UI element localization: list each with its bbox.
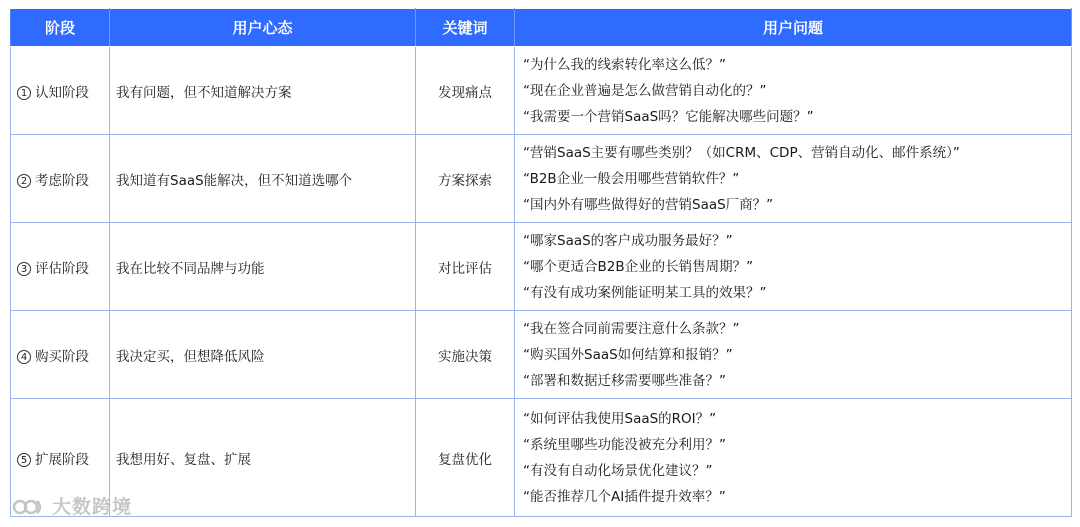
question-item: “B2B企业一般会用哪些营销软件？”	[523, 170, 740, 187]
mindset-cell: 我想用好、复盘、扩展	[110, 399, 416, 517]
stage-label: 评估阶段	[35, 260, 89, 277]
table-row	[11, 223, 1072, 311]
keyword-cell: 对比评估	[416, 223, 515, 311]
question-item: “国内外有哪些做得好的营销SaaS厂商？”	[523, 196, 774, 213]
stage-label: 考虑阶段	[35, 172, 89, 189]
question-item: “有没有成功案例能证明某工具的效果？”	[523, 284, 767, 301]
questions-cell	[515, 223, 1072, 311]
stage-number: 5	[17, 453, 31, 467]
questions-cell	[515, 47, 1072, 135]
mindset-cell: 我决定买，但想降低风险	[110, 311, 416, 399]
header-mindset: 用户心态	[110, 9, 416, 47]
question-item: “我在签合同前需要注意什么条款？”	[523, 320, 740, 337]
stage-cell	[11, 311, 110, 399]
question-item: “有没有自动化场景优化建议？”	[523, 462, 713, 479]
keyword-cell: 复盘优化	[416, 399, 515, 517]
question-item: “购买国外SaaS如何结算和报销？”	[523, 346, 733, 363]
header-stage: 阶段	[11, 9, 110, 47]
stage-number: 2	[17, 174, 31, 188]
question-item: “营销SaaS主要有哪些类别？（如CRM、CDP、营销自动化、邮件系统）”	[523, 144, 960, 161]
question-item: “部署和数据迁移需要哪些准备？”	[523, 372, 726, 389]
question-item: “为什么我的线索转化率这么低？”	[523, 56, 726, 73]
mindset-cell: 我在比较不同品牌与功能	[110, 223, 416, 311]
dashuju-logo-icon	[12, 495, 46, 517]
questions-cell	[515, 399, 1072, 517]
stage-number: 1	[17, 86, 31, 100]
table-row	[11, 135, 1072, 223]
table-row	[11, 311, 1072, 399]
mindset-cell: 我有问题，但不知道解决方案	[110, 47, 416, 135]
questions-cell	[515, 135, 1072, 223]
question-item: “哪个更适合B2B企业的长销售周期？”	[523, 258, 754, 275]
table-row	[11, 47, 1072, 135]
question-item: “哪家SaaS的客户成功服务最好？”	[523, 232, 733, 249]
stage-cell	[11, 47, 110, 135]
stage-label: 购买阶段	[35, 348, 89, 365]
header-keyword: 关键词	[416, 9, 515, 47]
question-item: “现在企业普遍是怎么做营销自动化的？”	[523, 82, 767, 99]
stage-label: 扩展阶段	[35, 451, 89, 468]
stage-cell	[11, 223, 110, 311]
watermark-text: 大数跨境	[52, 496, 133, 518]
stage-number: 4	[17, 350, 31, 364]
keyword-cell: 方案探索	[416, 135, 515, 223]
stage-number: 3	[17, 262, 31, 276]
questions-cell	[515, 311, 1072, 399]
question-item: “我需要一个营销SaaS吗？它能解决哪些问题？”	[523, 108, 814, 125]
table-row	[11, 399, 1072, 517]
header-questions: 用户问题	[515, 9, 1072, 47]
keyword-cell: 实施决策	[416, 311, 515, 399]
question-item: “如何评估我使用SaaS的ROI？”	[523, 410, 717, 427]
customer-journey-table	[10, 8, 1072, 517]
watermark	[12, 492, 132, 519]
stage-label: 认知阶段	[35, 84, 89, 101]
keyword-cell: 发现痛点	[416, 47, 515, 135]
table-header-row	[11, 9, 1072, 47]
question-item: “能否推荐几个AI插件提升效率？”	[523, 488, 726, 505]
stage-cell	[11, 135, 110, 223]
question-item: “系统里哪些功能没被充分利用？”	[523, 436, 726, 453]
mindset-cell: 我知道有SaaS能解决，但不知道选哪个	[110, 135, 416, 223]
